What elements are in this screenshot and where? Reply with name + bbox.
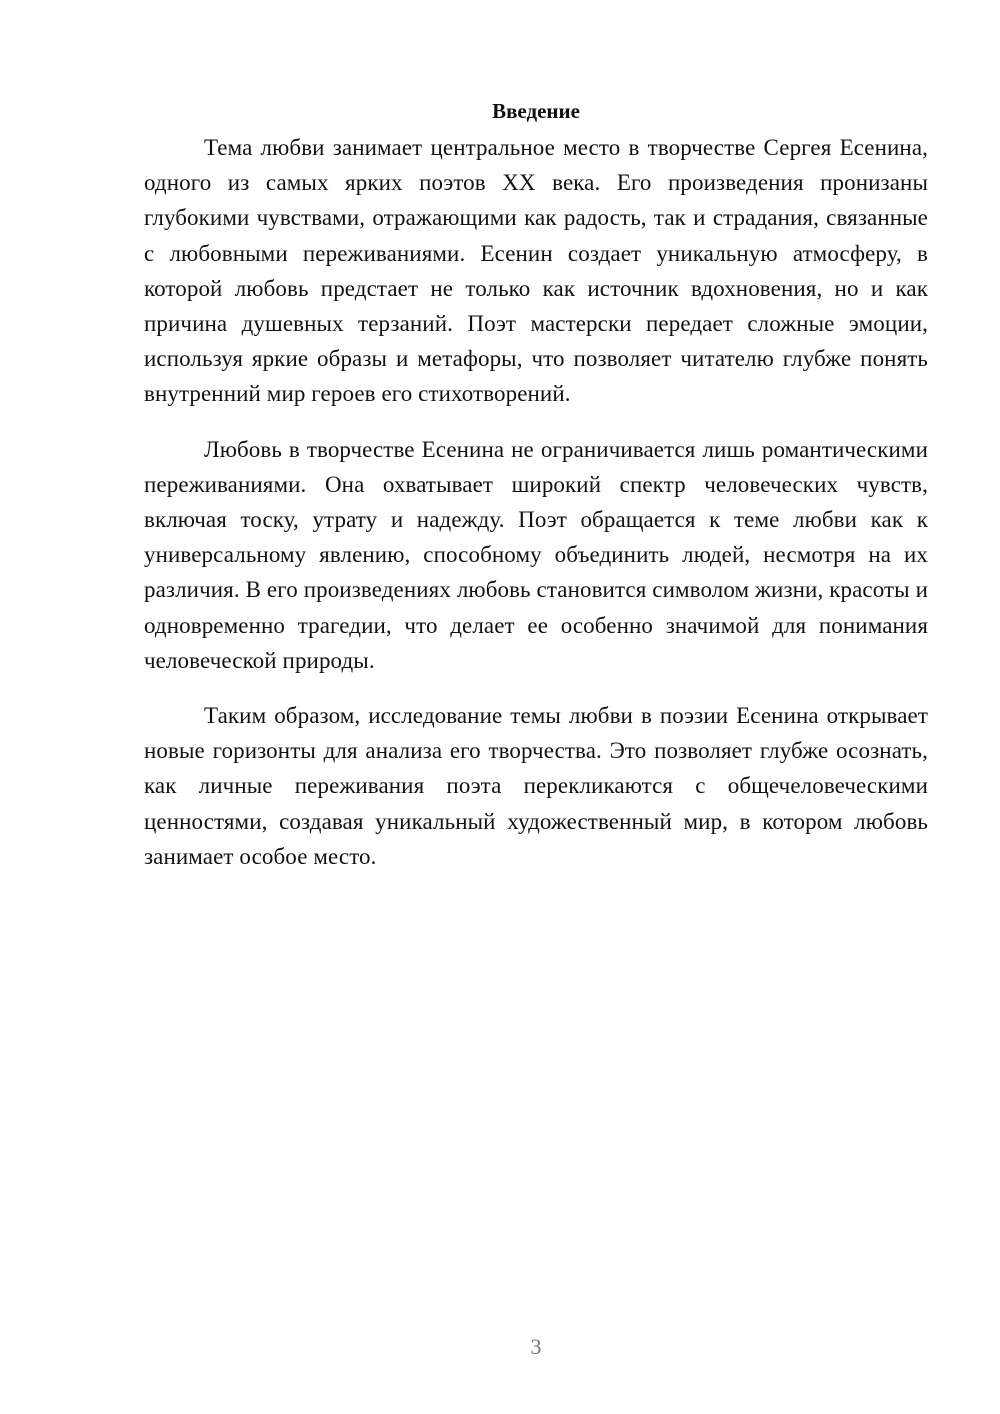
page-content [144,96,928,894]
paragraph-2: Любовь в творчестве Есенина не ограничивается лишь романтическими переживаниями. Она охватывает широкий спектр человеческих чувств, включая тоску, утрату и надежду. Поэт обращается к теме любви как к универсальному явлению, способному объединить людей, несмотря на их различия. В его произведениях любовь становится символом жизни, красоты и одновременно трагедии, что делает ее особенно значимой для понимания человеческой природы. [144,436,928,673]
section-title: Введение [492,99,580,123]
page-number: 3 [530,1334,542,1359]
paragraph-3: Таким образом, исследование темы любви в поэзии Есенина открывает новые горизонты для анализа его творчества. Это позволяет глубже осознать, как личные переживания поэта перекликаются с общечеловеческими ценностями, создавая уникальный художественный мир, в котором любовь занимает особое место. [144,703,928,869]
paragraph-1: Тема любви занимает центральное место в творчестве Сергея Есенина, одного из самых ярких поэтов XX века. Его произведения пронизаны глубокими чувствами, отражающими как радость, так и страдания, связанные с любовными переживаниями. Есенин создает уникальную атмосферу, в которой любовь предстает не только как источник вдохновения, но и как причина душевных терзаний. Поэт мастерски передает сложные эмоции, используя яркие образы и метафоры, что позволяет читателю глубже понять внутренний мир героев его стихотворений. [144,135,928,407]
